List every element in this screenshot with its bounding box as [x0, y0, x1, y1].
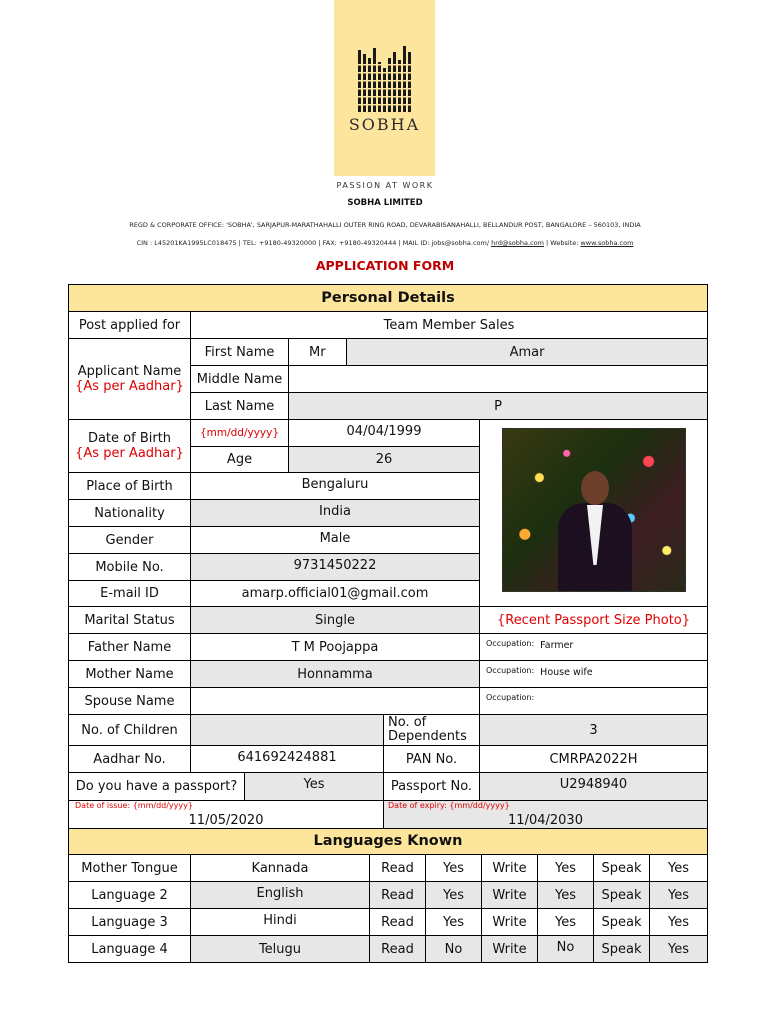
company-contact: [40, 239, 730, 247]
middle-name-field[interactable]: [288, 365, 708, 393]
tagline: PASSION AT WORK: [336, 181, 434, 190]
applicant-name-label: [68, 338, 191, 420]
logo-panel: [334, 0, 435, 176]
read-label-2: Read: [369, 881, 426, 909]
children-field[interactable]: [190, 714, 384, 746]
mother-occupation-value: House wife: [540, 667, 593, 678]
speak-value-1[interactable]: Yes: [649, 854, 708, 882]
write-label-4: Write: [481, 935, 538, 963]
brand-name: SOBHA: [348, 115, 421, 134]
first-name-label: First Name: [190, 338, 289, 366]
aadhar-note: {As per Aadhar}: [75, 379, 184, 394]
mobile-field[interactable]: 9731450222: [190, 553, 480, 581]
read-label-3: Read: [369, 908, 426, 936]
aadhar-field[interactable]: 641692424881: [190, 745, 384, 773]
first-name-field[interactable]: Amar: [346, 338, 708, 366]
lang-name-1[interactable]: Kannada: [190, 854, 370, 882]
post-label: Post applied for: [68, 311, 191, 339]
mother-label: Mother Name: [68, 660, 191, 688]
mobile-label: Mobile No.: [68, 553, 191, 581]
applicant-label-text: Applicant Name: [77, 364, 182, 379]
occupation-label: Occupation:: [486, 666, 535, 675]
lang-name-3[interactable]: Hindi: [190, 908, 370, 936]
gender-label: Gender: [68, 526, 191, 554]
occupation-label: Occupation:: [486, 693, 535, 702]
nationality-field[interactable]: India: [190, 499, 480, 527]
mother-field[interactable]: Honnamma: [190, 660, 480, 688]
nationality-label: Nationality: [68, 499, 191, 527]
contact-mid: | Website:: [543, 239, 581, 247]
lang-name-2[interactable]: English: [190, 881, 370, 909]
occupation-label: Occupation:: [486, 639, 535, 648]
pan-field[interactable]: CMRPA2022H: [479, 745, 708, 773]
dependents-field[interactable]: 3: [479, 714, 708, 746]
spouse-label: Spouse Name: [68, 687, 191, 715]
form-title: APPLICATION FORM: [315, 258, 455, 273]
write-label-2: Write: [481, 881, 538, 909]
company-address: REGD & CORPORATE OFFICE: 'SOBHA', SARJAPUR-MARATHAHALLI OUTER RING ROAD, DEVARABISANAHALLI, BELLANDUR POST, BANGALORE – 560103, INDIA: [129, 221, 641, 229]
dob-label-text: Date of Birth: [87, 431, 172, 446]
personal-details-header: Personal Details: [68, 284, 708, 312]
lang-label-1: Mother Tongue: [68, 854, 191, 882]
expiry-date-field[interactable]: 11/04/2030: [383, 800, 708, 829]
website-link[interactable]: www.sobha.com: [580, 239, 634, 247]
age-field[interactable]: 26: [288, 446, 480, 473]
spouse-occupation[interactable]: [479, 687, 708, 715]
company-name: SOBHA LIMITED: [347, 198, 423, 208]
dob-format-hint: {mm/dd/yyyy}: [190, 419, 289, 447]
title-field[interactable]: Mr: [288, 338, 347, 366]
email-label: E-mail ID: [68, 580, 191, 607]
age-label: Age: [190, 446, 289, 473]
contact-prefix: CIN : L45201KA1995LC018475 | TEL: +9180-49320000 | FAX: +9180-49320444 | MAIL ID: jobs@sobha.com/: [136, 239, 492, 247]
spouse-field[interactable]: [190, 687, 480, 715]
passport-no-label: Passport No.: [383, 772, 480, 801]
person-head: [581, 471, 609, 505]
lang-name-4[interactable]: Telugu: [190, 935, 370, 963]
father-occupation[interactable]: [479, 633, 708, 661]
pan-label: PAN No.: [383, 745, 480, 773]
read-value-2[interactable]: Yes: [425, 881, 482, 909]
children-label: No. of Children: [68, 714, 191, 746]
marital-label: Marital Status: [68, 606, 191, 634]
speak-value-3[interactable]: Yes: [649, 908, 708, 936]
aadhar-label: Aadhar No.: [68, 745, 191, 773]
passport-question-field[interactable]: Yes: [244, 772, 384, 801]
lang-label-2: Language 2: [68, 881, 191, 909]
languages-header: Languages Known: [68, 828, 708, 855]
expiry-date-label: Date of expiry: {mm/dd/yyyy}: [388, 801, 510, 810]
post-field[interactable]: Team Member Sales: [190, 311, 708, 339]
hrd-mail-link[interactable]: hrd@sobha.com: [491, 239, 544, 247]
lang-label-3: Language 3: [68, 908, 191, 936]
dob-field[interactable]: 04/04/1999: [288, 419, 480, 447]
write-value-4[interactable]: No: [537, 935, 594, 963]
dependents-label: No. of Dependents: [383, 714, 480, 746]
write-value-2[interactable]: Yes: [537, 881, 594, 909]
write-value-3[interactable]: Yes: [537, 908, 594, 936]
father-occupation-value: Farmer: [540, 640, 574, 651]
read-value-3[interactable]: Yes: [425, 908, 482, 936]
write-value-1[interactable]: Yes: [537, 854, 594, 882]
issue-date-field[interactable]: 11/05/2020: [68, 800, 384, 829]
dob-aadhar-note: {As per Aadhar}: [75, 446, 184, 461]
mother-occupation[interactable]: [479, 660, 708, 688]
last-name-label: Last Name: [190, 392, 289, 420]
gender-field[interactable]: Male: [190, 526, 480, 554]
passport-question-label: Do you have a passport?: [68, 772, 245, 801]
speak-label-2: Speak: [593, 881, 650, 909]
sobha-logo-icon: [334, 0, 435, 115]
passport-no-field[interactable]: U2948940: [479, 772, 708, 801]
write-label-3: Write: [481, 908, 538, 936]
read-value-4[interactable]: No: [425, 935, 482, 963]
read-label-1: Read: [369, 854, 426, 882]
pob-label: Place of Birth: [68, 472, 191, 500]
speak-label-1: Speak: [593, 854, 650, 882]
lang-label-4: Language 4: [68, 935, 191, 963]
last-name-field[interactable]: P: [288, 392, 708, 420]
email-field[interactable]: amarp.official01@gmail.com: [190, 580, 480, 607]
father-field[interactable]: T M Poojappa: [190, 633, 480, 661]
speak-value-4[interactable]: Yes: [649, 935, 708, 963]
pob-field[interactable]: Bengaluru: [190, 472, 480, 500]
write-label-1: Write: [481, 854, 538, 882]
speak-label-3: Speak: [593, 908, 650, 936]
photo-caption: {Recent Passport Size Photo}: [479, 606, 708, 634]
read-value-1[interactable]: Yes: [425, 854, 482, 882]
speak-label-4: Speak: [593, 935, 650, 963]
speak-value-2[interactable]: Yes: [649, 881, 708, 909]
read-label-4: Read: [369, 935, 426, 963]
issue-date-label: Date of issue: {mm/dd/yyyy}: [75, 801, 193, 810]
middle-name-label: Middle Name: [190, 365, 289, 393]
dob-label: [68, 419, 191, 473]
father-label: Father Name: [68, 633, 191, 661]
applicant-photo: [502, 428, 686, 592]
marital-field[interactable]: Single: [190, 606, 480, 634]
